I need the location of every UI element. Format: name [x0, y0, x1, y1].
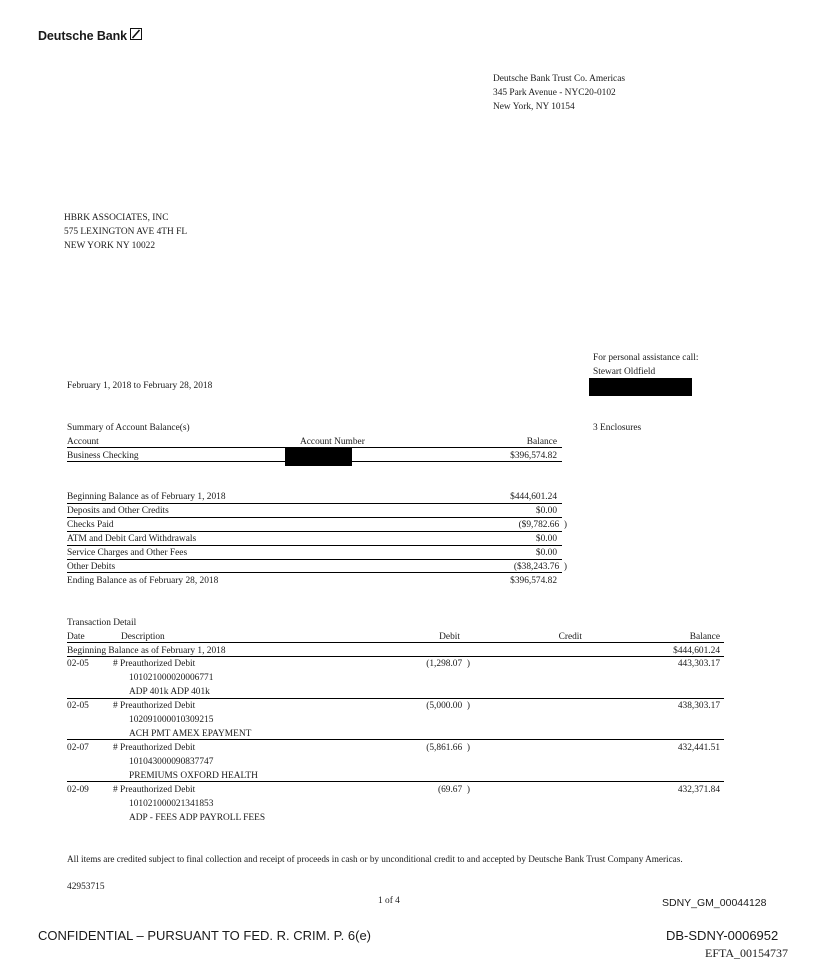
tx-memo: ADP 401k ADP 401k: [129, 687, 210, 697]
statement-period: February 1, 2018 to February 28, 2018: [67, 381, 213, 391]
summary-title: Summary of Account Balance(s): [67, 423, 190, 433]
contact-name: Stewart Oldfield: [593, 367, 656, 377]
bank-address-line: 345 Park Avenue - NYC20-0102: [493, 88, 616, 98]
bank-address: [493, 72, 625, 114]
tx-header-date: Date: [67, 632, 85, 642]
tx-description: # Preauthorized Debit: [113, 785, 196, 795]
tx-header-debit: Debit: [439, 632, 460, 642]
page-number: 1 of 4: [378, 896, 400, 906]
customer-address-line: 575 LEXINGTON AVE 4TH FL: [64, 227, 188, 237]
tx-ref: 101043000090837747: [129, 757, 214, 767]
enclosures-count: 3 Enclosures: [593, 423, 642, 433]
balance-line-label: Deposits and Other Credits: [67, 506, 169, 516]
balance-line-label: ATM and Debit Card Withdrawals: [67, 534, 197, 544]
tx-balance: 438,303.17: [677, 701, 720, 711]
bates-db-sdny: DB-SDNY-0006952: [666, 928, 779, 943]
customer-address: [64, 211, 187, 253]
redaction-box: [589, 378, 692, 396]
summary-balance: $396,574.82: [510, 451, 557, 461]
balance-line-label: Checks Paid: [67, 520, 114, 530]
tx-debit: (5,000.00 ): [426, 701, 470, 711]
bank-address-line: Deutsche Bank Trust Co. Americas: [493, 74, 626, 84]
tx-description: # Preauthorized Debit: [113, 743, 196, 753]
tx-balance: 443,303.17: [677, 659, 720, 669]
tx-date: 02-09: [67, 785, 89, 795]
tx-balance: 432,441.51: [677, 743, 720, 753]
tx-description: # Preauthorized Debit: [113, 701, 196, 711]
tx-description: # Preauthorized Debit: [113, 659, 196, 669]
divider: [67, 642, 724, 643]
document-code: 42953715: [67, 882, 105, 892]
balance-line-amount: $0.00: [535, 534, 557, 544]
divider: [67, 461, 285, 462]
tx-header-balance: Balance: [689, 632, 720, 642]
tx-ref: 102091000010309215: [129, 715, 214, 725]
customer-address-line: NEW YORK NY 10022: [64, 241, 156, 251]
tx-memo: PREMIUMS OXFORD HEALTH: [129, 771, 258, 781]
tx-date: 02-07: [67, 743, 89, 753]
balance-line-amount: $396,574.82: [510, 576, 557, 586]
tx-ref: 101021000020006771: [129, 673, 214, 683]
tx-date: 02-05: [67, 659, 89, 669]
divider: [67, 739, 724, 740]
tx-header-credit: Credit: [558, 632, 582, 642]
tx-beginning-label: Beginning Balance as of February 1, 2018: [67, 646, 226, 656]
tx-memo: ADP - FEES ADP PAYROLL FEES: [129, 813, 266, 823]
summary-header-account: Account: [67, 437, 99, 447]
bates-sdny-gm: SDNY_GM_00044128: [662, 897, 767, 909]
tx-balance: 432,371.84: [677, 785, 720, 795]
divider: [352, 461, 562, 462]
bank-logo-text: Deutsche Bank: [38, 29, 128, 43]
balance-line-label: Beginning Balance as of February 1, 2018: [67, 492, 226, 502]
tx-ref: 101021000021341853: [129, 799, 214, 809]
tx-debit: (1,298.07 ): [426, 659, 470, 669]
balance-line-amount: $444,601.24: [510, 492, 557, 502]
bank-address-line: New York, NY 10154: [493, 102, 575, 112]
balance-line-amount: ($9,782.66 ): [518, 520, 567, 530]
tx-debit: (69.67 ): [437, 785, 470, 795]
account-number-redaction: [285, 448, 352, 466]
divider: [67, 572, 562, 573]
divider: [67, 781, 724, 782]
efta-number: EFTA_00154737: [705, 946, 789, 960]
tx-memo: ACH PMT AMEX EPAYMENT: [129, 729, 252, 739]
summary-account-name: Business Checking: [67, 451, 139, 461]
tx-beginning-balance: $444,601.24: [673, 646, 720, 656]
disclaimer: All items are credited subject to final collection and receipt of proceeds in cash or by unconditional credit to and accepted by Deutsche Bank Trust Company Americas.: [67, 854, 683, 864]
balance-line-amount: $0.00: [535, 506, 557, 516]
balance-line-label: Service Charges and Other Fees: [67, 548, 188, 558]
balance-line-label: Ending Balance as of February 28, 2018: [67, 576, 219, 586]
customer-address-line: HBRK ASSOCIATES, INC: [64, 213, 169, 223]
tx-debit: (5,861.66 ): [426, 743, 470, 753]
transaction-detail-title: Transaction Detail: [67, 618, 137, 628]
tx-date: 02-05: [67, 701, 89, 711]
confidential-notice: CONFIDENTIAL – PURSUANT TO FED. R. CRIM. P. 6(e): [38, 928, 372, 943]
balance-line-label: Other Debits: [67, 562, 116, 572]
summary-header-balance: Balance: [526, 437, 557, 447]
balance-line-amount: ($38,243.76 ): [513, 562, 567, 572]
summary-header-account-number: Account Number: [300, 437, 365, 447]
balance-line-amount: $0.00: [535, 548, 557, 558]
tx-header-description: Description: [121, 632, 165, 642]
contact-label: For personal assistance call:: [593, 353, 699, 363]
